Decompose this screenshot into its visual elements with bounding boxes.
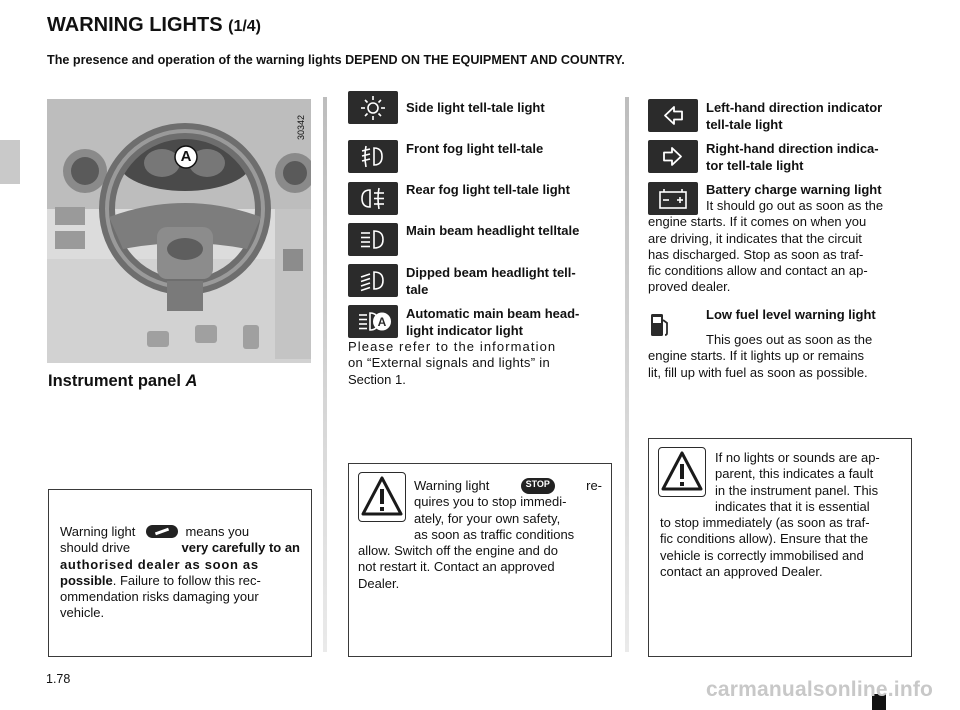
lamp-title: Dipped beam headlight tell- tale — [406, 265, 576, 297]
rear-fog-icon — [348, 182, 398, 215]
lamp-title: Low fuel level warning light — [706, 307, 876, 322]
lamp-description: It should go out as soon as the engine starts. If it comes on when you are driving, it indicates that the circuit has discharged. Stop as soon as traf- fic conditions allow and contact an ap- proved dealer. — [648, 198, 884, 295]
side-light-icon — [348, 91, 398, 124]
column-divider — [323, 97, 327, 652]
lamp-title: Main beam headlight telltale — [406, 223, 580, 238]
page-title: WARNING LIGHTS (1/4) — [47, 14, 262, 36]
right-indicator-icon — [648, 140, 698, 173]
service-wrench-icon — [146, 525, 178, 538]
stop-warning-text: Warning light STOP re- quires you to stop immedi- ately, for your own safety, as soon as traffic conditions allow. Switch off the engine and do not restart it. Contact an approved Dealer. — [358, 478, 602, 591]
photo-caption: Instrument panel A — [48, 372, 198, 390]
page-subtitle: The presence and operation of the warning lights DEPEND ON THE EQUIPMENT AND COUNTRY. — [47, 53, 625, 67]
lamp-description: This goes out as soon as the engine starts. If it lights up or remains lit, fill up with fuel as soon as possible. — [648, 332, 873, 380]
fault-warning-text: If no lights or sounds are ap- parent, this indicates a fault in the instrument panel. This indicates that it is essential to stop immediately (as soon as traf- fic conditions allow). Ensure that the vehicle is correctly immobilised and contact an approved Dealer. — [660, 450, 880, 580]
lamp-title: Side light tell-tale light — [406, 100, 545, 115]
stop-badge-icon: STOP — [521, 478, 555, 494]
page-number: 1.78 — [46, 672, 71, 686]
svg-text:A: A — [377, 315, 387, 329]
lamp-title: Front fog light tell-tale — [406, 141, 544, 156]
main-beam-icon — [348, 223, 398, 256]
front-fog-icon — [348, 140, 398, 173]
section-tab — [0, 140, 20, 184]
photo-reference-code: 30342 — [296, 114, 306, 140]
lamp-title: Automatic main beam head- light indicator light — [406, 306, 580, 338]
lamp-title: Left-hand direction indicator tell-tale light — [706, 100, 883, 132]
instrument-panel-photo — [47, 99, 311, 363]
lamp-description: Please refer to the information on “External signals and lights” in Section 1. — [348, 339, 557, 387]
dipped-beam-icon — [348, 264, 398, 297]
watermark-text: carmanualsonline.info — [706, 678, 934, 701]
lamp-title: Right-hand direction indica- tor tell-tale light — [706, 141, 879, 173]
service-warning-text: Warning light means you should drive very carefully to an authorised dealer as soon as possible. Failure to follow this rec- ommendation risks damaging your vehicle. — [60, 524, 300, 621]
column-divider — [625, 97, 629, 652]
lamp-title: Battery charge warning light — [706, 182, 882, 197]
lamp-title: Rear fog light tell-tale light — [406, 182, 570, 197]
left-indicator-icon — [648, 99, 698, 132]
auto-beam-icon — [348, 305, 398, 338]
photo-marker-a: A — [180, 148, 192, 165]
